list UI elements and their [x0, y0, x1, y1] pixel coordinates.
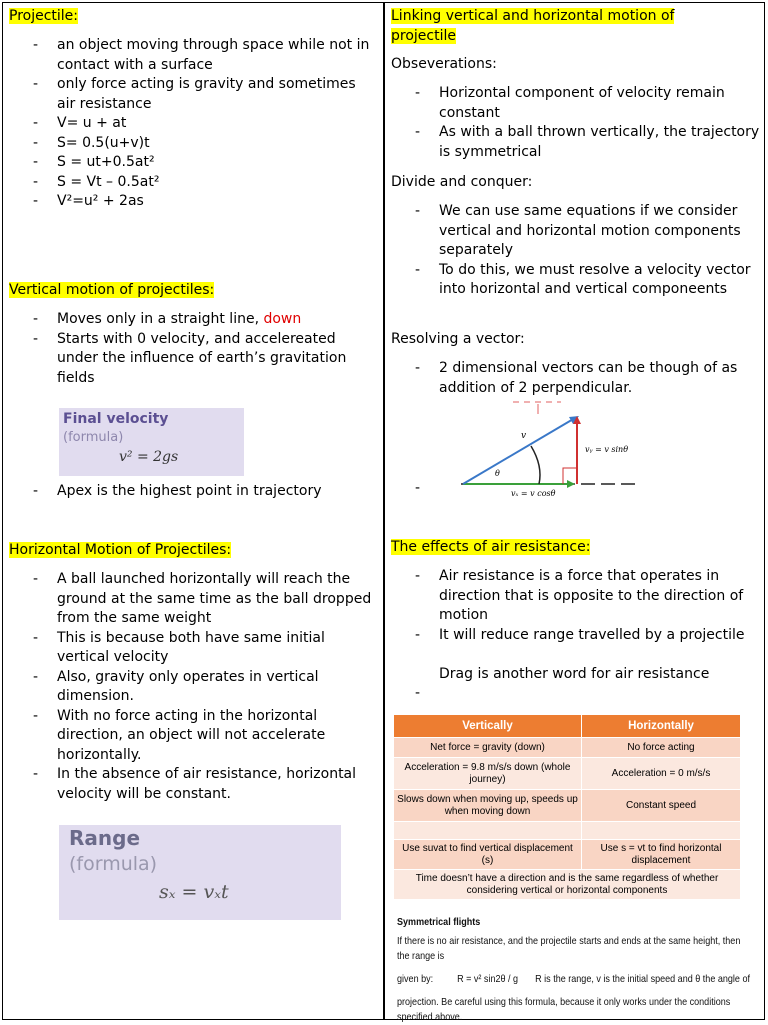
range-formula: Range (formula) sₓ = vₓt	[59, 825, 341, 920]
vertical-heading: Vertical motion of projectiles:	[9, 282, 215, 298]
vy-label: vᵧ = v sinθ	[585, 445, 629, 454]
horizontal-list	[9, 570, 375, 804]
table-row: Acceleration = 9.8 m/s/s down (whole journey) Acceleration = 0 m/s/s	[394, 758, 741, 790]
observations-label: Obseverations:	[391, 56, 497, 72]
projectile-list	[9, 36, 375, 212]
list-item: - V²=u² + 2as	[9, 192, 375, 212]
table-row	[394, 822, 741, 840]
v-vector	[463, 418, 575, 484]
projectile-heading: Projectile:	[9, 8, 79, 24]
resolving-list	[391, 359, 761, 398]
table-header: Horizontally	[582, 715, 741, 738]
symmetrical-flights-note: Symmetrical flights If there is no air resistance, and the projectile starts and ends at the same height, then the range is given by: R = v² sin2θ / g R is the range, v is the initial speed and θ the angle of projection. Be careful using this formula, because it only works under the conditions specified above.	[397, 916, 750, 1023]
list-item: - To do this, we must resolve a velocity vector into horizontal and vertical componeents	[391, 261, 761, 300]
observations-list	[391, 84, 761, 162]
list-item: - 2 dimensional vectors can be though of as addition of 2 perpendicular.	[391, 359, 761, 398]
table-header: Vertically	[394, 715, 582, 738]
list-item: - We can use same equations if we consider vertical and horizontal motion components separately	[391, 202, 761, 261]
column-divider	[383, 3, 385, 1019]
horizontal-heading: Horizontal Motion of Projectiles:	[9, 542, 232, 558]
list-item: - Also, gravity only operates in vertical dimension.	[9, 668, 375, 707]
vx-arrowhead	[567, 480, 575, 488]
list-item: - This is because both have same initial vertical velocity	[9, 629, 375, 668]
resolving-label: Resolving a vector:	[391, 331, 525, 347]
list-item: - S = Vt – 0.5at²	[9, 173, 375, 193]
notes-page	[2, 2, 765, 1023]
vx-label: vₓ = v cosθ	[511, 489, 556, 498]
list-item: - Horizontal component of velocity remain constant	[391, 84, 761, 123]
table-row: Slows down when moving up, speeds up when moving down Constant speed	[394, 790, 741, 822]
table-row: Use suvat to find vertical displacement (s) Use s = vt to find horizontal displacement	[394, 840, 741, 870]
vertical-horizontal-table	[393, 714, 741, 900]
angle-arc	[531, 446, 540, 484]
theta-label: θ	[495, 469, 500, 478]
list-item: - S= 0.5(u+v)t	[9, 134, 375, 154]
v-label: v	[521, 431, 527, 441]
list-item: - It will reduce range travelled by a projectile	[391, 626, 761, 646]
list-item: - A ball launched horizontally will reach the ground at the same time as the ball dropped from the same weight	[9, 570, 375, 629]
list-item: - With no force acting in the horizontal direction, an object will not accelerate horizontally.	[9, 707, 375, 766]
table-row: Net force = gravity (down) No force acting	[394, 738, 741, 758]
drag-note: Drag is another word for air resistance	[439, 666, 710, 682]
list-item: - Moves only in a straight line, down	[9, 310, 375, 330]
table-row: Time doesn’t have a direction and is the same regardless of whether considering vertical or horizontal components	[394, 870, 741, 900]
list-item: - an object moving through space while not in contact with a surface	[9, 36, 375, 75]
vertical-list-2	[9, 482, 375, 502]
air-resistance-heading: The effects of air resistance:	[391, 539, 591, 555]
list-item: - As with a ball thrown vertically, the trajectory is symmetrical	[391, 123, 761, 162]
list-item: - Apex is the highest point in trajectory	[9, 482, 375, 502]
divide-conquer-label: Divide and conquer:	[391, 174, 533, 190]
list-item: - S = ut+0.5at²	[9, 153, 375, 173]
divide-conquer-list	[391, 202, 761, 300]
linking-heading: Linking vertical and horizontal motion of projectile	[391, 8, 675, 44]
list-item: - Starts with 0 velocity, and accelereated under the influence of earth’s gravitation fields	[9, 330, 375, 389]
vector-resolution-diagram	[451, 396, 651, 501]
vertical-list	[9, 310, 375, 388]
range-equation: R = v² sin2θ / g	[457, 973, 519, 985]
final-velocity-formula: Final velocity (formula) v² = 2gs	[59, 408, 244, 476]
empty-dash: -	[415, 685, 421, 701]
list-item: - Air resistance is a force that operates in direction that is opposite to the direction of motion	[391, 567, 761, 626]
air-resistance-list	[391, 567, 761, 645]
list-item: - only force acting is gravity and sometimes air resistance	[9, 75, 375, 114]
diagram-dash: -	[415, 480, 421, 496]
list-item: - V= u + at	[9, 114, 375, 134]
highlight-down: down	[263, 311, 302, 327]
list-item: - In the absence of air resistance, horizontal velocity will be constant.	[9, 765, 375, 804]
